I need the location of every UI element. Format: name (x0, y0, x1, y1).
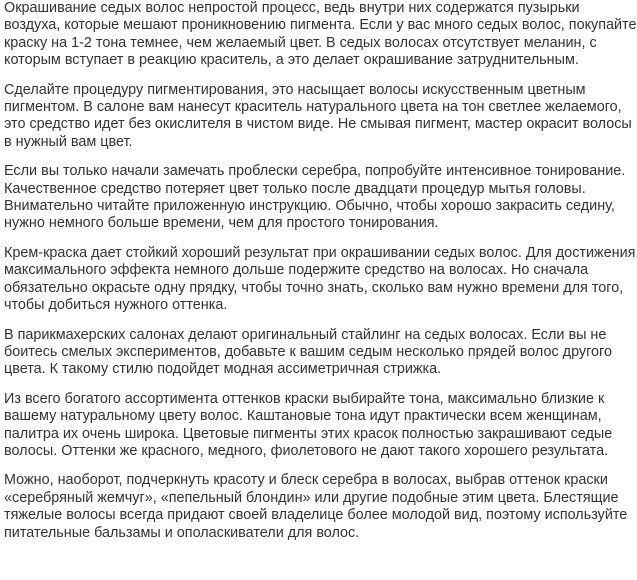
paragraph-salon-styling: В парикмахерских салонах делают оригинальный стайлинг на седых волосах. Если вы не боитесь смелых экспериментов, добавьте к вашим седым несколько прядей волос другого цвета. К такому стилю подойдет модная ассиметричная стрижка. (4, 326, 612, 378)
paragraph-intensive-toning: Если вы только начали замечать проблески серебра, попробуйте интенсивное тонирование. Качественное средство потеряет цвет только после двадцати процедур мытья головы. Внимательно читайте приложенную инструкцию. Обычно, чтобы хорошо закрасить седину, нужно немного больше времени, чем для простого тонирования. (4, 163, 626, 232)
paragraph-cream-dye: Крем-краска дает стойкий хороший результат при окрашивании седых волос. Для достижения максимального эффекта немного дольше подержите средство на волосах. Но сначала обязательно окрасьте одну прядку, чтобы точно знать, сколько вам нужно времени для того, чтобы добиться нужного оттенка. (4, 244, 636, 314)
paragraph-pigmentation: Сделайте процедуру пигментирования, это насыщает волосы искусственным цветным пигментом. В салоне вам нанесут краситель натурального цвета на тон светлее желаемого, это средство идет без окислителя в чистом виде. Не смывая пигмент, мастер окрасит волосы в нужный вам цвет. (4, 81, 632, 150)
paragraph-gray-hair-dyeing: Окрашивание седых волос непростой процесс, ведь внутри них содержатся пузырьки воздуха, которые мешают проникновению пигмента. Если у вас много седых волос, покупайте краску на 1-2 тона темнее, чем желаемый цвет. В седых волосах отсутствует меланин, с которым вступает в реакцию краситель, а это делает окрашивание затруднительным. (4, 0, 637, 69)
paragraph-shade-choice: Из всего богатого ассортимента оттенков краски выбирайте тона, максимально близкие к вашему натуральному цвету волос. Каштановые тона идут практически всем женщинам, палитра их очень широка. Цветовые пигменты этих красок полностью закрашивают седые волосы. Оттенки же красного, медного, фиолетового не дают такого хорошего результата. (4, 390, 613, 459)
paragraph-silver-emphasis: Можно, наоборот, подчеркнуть красоту и блеск серебра в волосах, выбрав оттенок краски «серебряный жемчуг», «пепельный блондин» или другие подобные этим цвета. Блестящие тяжелые волосы всегда придают своей владелице более молодой вид, поэтому используйте питательные бальзамы и ополаскиватели для волос. (4, 472, 628, 541)
